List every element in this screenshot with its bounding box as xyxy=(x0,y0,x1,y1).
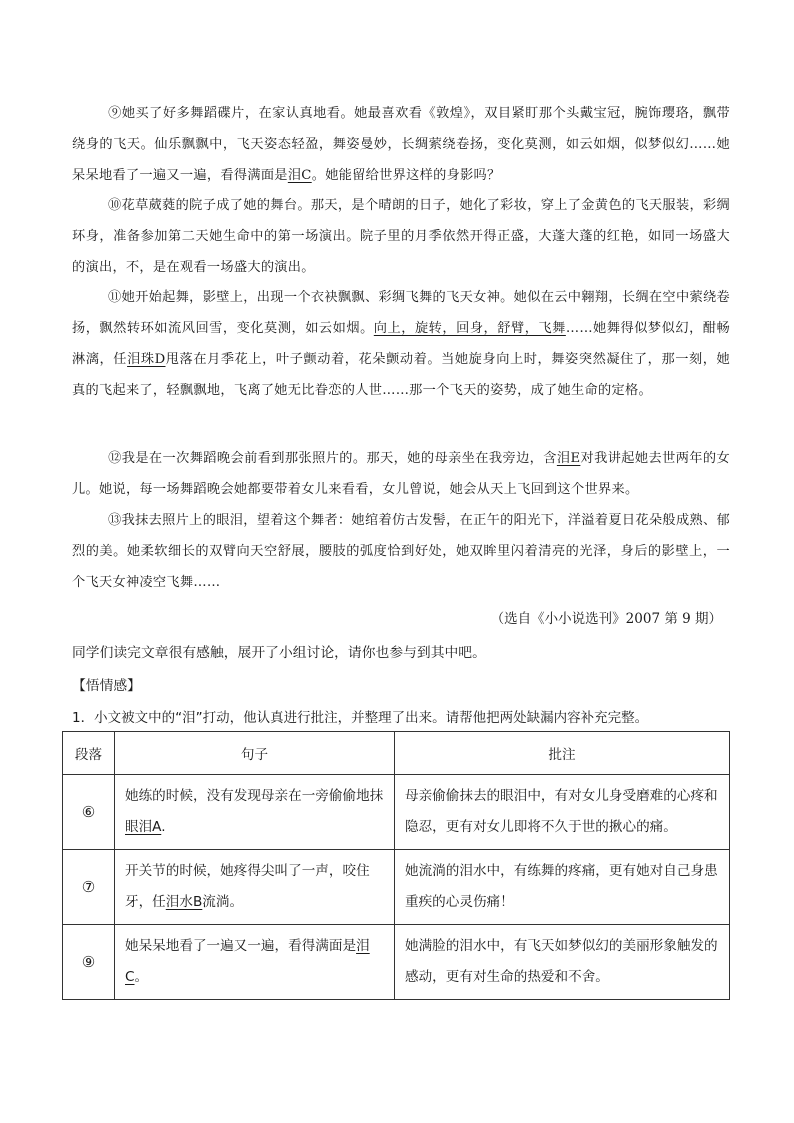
story-paragraph xyxy=(72,505,730,598)
paragraph-text: 我是在一次舞蹈晚会前看到那张照片的。那天，她的母亲坐在我旁边，含 xyxy=(121,451,557,466)
source-citation: （选自《小小说选刊》2007 第 9 期） xyxy=(490,611,722,627)
paragraph-number: ⑪ xyxy=(108,290,122,305)
paragraph-number: ⑨ xyxy=(108,106,122,121)
section-title: 【悟情感】 xyxy=(72,678,141,694)
header-paragraph: 段落 xyxy=(63,732,115,775)
story-paragraph xyxy=(72,98,730,191)
header-note: 批注 xyxy=(395,732,730,775)
underlined-phrase: 泪C xyxy=(287,168,312,183)
row-note: 她流淌的泪水中，有练舞的疼痛，更有她对自己身患重疾的心灵伤痛！ xyxy=(395,850,730,925)
table-row xyxy=(63,775,730,850)
paragraph-text: ……她舞得似梦似幻，酣畅淋漓，任 xyxy=(72,321,730,367)
table-row xyxy=(63,925,730,1000)
sentence-end: . xyxy=(161,819,166,835)
header-sentence: 句子 xyxy=(115,732,395,775)
paragraph-text: 她开始起舞，影壁上，出现一个衣袂飘飘、彩绸飞舞的飞天女神。她似在云中翱翔，长绸在空中萦绕卷扬，飘然转环如流风回雪，变化莫测，如云如烟。 xyxy=(72,290,730,336)
tear-marker: 泪水B xyxy=(165,894,203,910)
sentence-text: 她练的时候，没有发现母亲在一旁偷偷地抹 xyxy=(125,788,384,804)
story-paragraph xyxy=(72,190,730,283)
paragraph-text: 我抹去照片上的眼泪，望着这个舞者：她绾着仿古发髻，在正午的阳光下，洋溢着夏日花朵般成熟、郁烈的美。她柔软细长的双臂向天空舒展，腰肢的弧度恰到好处，她双眸里闪着清亮的光泽，身后的影壁上，一个飞天女神凌空飞舞…… xyxy=(72,513,730,590)
paragraph-text: 她买了好多舞蹈碟片，在家认真地看。她最喜欢看《敦煌》，双目紧盯那个头戴宝冠，腕饰璎珞，飘带绕身的飞天。仙乐飘飘中，飞天姿态轻盈，舞姿曼妙，长绸萦绕卷扬，变化莫测，如云如烟，似梦似幻……她呆呆地看了一遍又一遍，看得满面是 xyxy=(72,106,730,183)
underlined-phrase: 向上，旋转，回身，舒臂，飞舞 xyxy=(373,321,566,336)
tear-marker: 眼泪A xyxy=(125,819,162,835)
tear-marker: 泪C xyxy=(125,938,370,985)
paragraph-text: 对我讲起她去世两年的女儿。她说，每一场舞蹈晚会她都要带着女儿来看看，女儿曾说，她会从天上飞回到这个世界来。 xyxy=(72,451,730,497)
row-paragraph-number: ⑥ xyxy=(63,775,115,850)
row-sentence xyxy=(115,775,395,850)
paragraph-text: 甩落在月季花上，叶子颤动着，花朵颤动着。当她旋身向上时，舞姿突然凝住了，那一刻，她真的飞起来了，轻飘飘地，飞离了她无比眷恋的人世……那一个飞天的姿势，成了她生命的定格。 xyxy=(72,352,731,398)
annotation-table xyxy=(62,731,730,1000)
underlined-phrase: 泪E xyxy=(556,451,581,466)
sentence-text: 开关节的时候，她疼得尖叫了一声，咬住牙，任 xyxy=(125,863,370,910)
discussion-intro: 同学们读完文章很有感触，展开了小组讨论，请你也参与到其中吧。 xyxy=(72,645,486,661)
sentence-text: 她呆呆地看了一遍又一遍，看得满面是 xyxy=(125,938,357,954)
story-paragraph xyxy=(72,282,730,406)
paragraph-number: ⑬ xyxy=(108,513,122,528)
paragraph-number: ⑩ xyxy=(108,198,122,213)
row-note: 她满脸的泪水中，有飞天如梦似幻的美丽形象触发的感动，更有对生命的热爱和不舍。 xyxy=(395,925,730,1000)
paragraph-number: ⑫ xyxy=(108,451,122,466)
story-paragraph xyxy=(72,443,730,505)
row-paragraph-number: ⑨ xyxy=(63,925,115,1000)
row-note: 母亲偷偷抹去的眼泪中，有对女儿身受磨难的心疼和隐忍，更有对女儿即将不久于世的揪心的痛。 xyxy=(395,775,730,850)
question-1: 1．小文被文中的“泪”打动，他认真进行批注，并整理了出来。请帮他把两处缺漏内容补充完整。 xyxy=(72,710,649,726)
paragraph-text: 花草葳蕤的院子成了她的舞台。那天，是个晴朗的日子，她化了彩妆，穿上了金黄色的飞天服装，彩绸环身，准备参加第二天她生命中的第一场演出。院子里的月季依然开得正盛，大蓬大蓬的红艳，如同一场盛大的演出，不，是在观看一场盛大的演出。 xyxy=(72,198,730,275)
sentence-end: 流淌。 xyxy=(202,894,244,910)
underlined-phrase: 泪珠D xyxy=(127,352,166,367)
row-sentence xyxy=(115,850,395,925)
sentence-end: 。 xyxy=(134,969,149,985)
table-header-row xyxy=(63,732,730,775)
paragraph-text: 。她能留给世界这样的身影吗？ xyxy=(311,168,501,183)
table-row xyxy=(63,850,730,925)
row-paragraph-number: ⑦ xyxy=(63,850,115,925)
row-sentence xyxy=(115,925,395,1000)
